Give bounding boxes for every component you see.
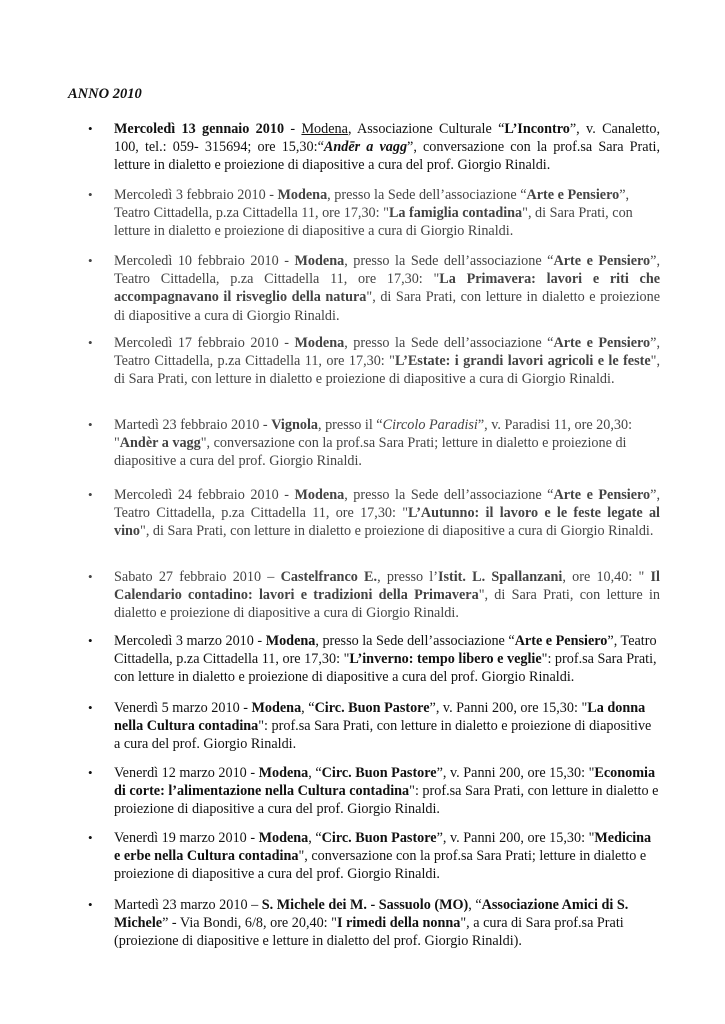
event-venue: Arte e Pensiero xyxy=(514,633,608,649)
event-date: Mercoledì 13 gennaio 2010 xyxy=(114,121,285,137)
event-venue: Circ. Buon Pastore xyxy=(314,700,430,716)
event-title: Economia di corte: l’alimentazione nella Cultura contadina xyxy=(114,765,656,800)
event-title: Medicina e erbe nella Cultura contadina xyxy=(114,830,652,865)
event-city: Modena xyxy=(277,187,328,203)
list-item: • Sabato 27 febbraio 2010 – Castelfranco E., presso l’Istit. L. Spallanzani, ore 10,40: " Il Calendario contadino: lavori e tradizioni della Primavera", di Sara Prati, con letture in dialetto e proiezione di diapositive a cura di Giorgio Rinaldi. xyxy=(88,569,660,622)
event-venue: Arte e Pensiero xyxy=(553,253,651,269)
event-title: La donna nella Cultura contadina xyxy=(114,700,646,735)
list-item: • Venerdì 5 marzo 2010 - Modena, “Circ. Buon Pastore”, v. Panni 200, ore 15,30: "La donna nella Cultura contadina": prof.sa Sara Prati, con letture in dialetto e proiezione di diapositive a cura del prof. Giorgio Rinaldi. xyxy=(88,700,652,753)
event-city: Modena xyxy=(294,335,345,351)
event-date: Mercoledì 24 febbraio 2010 - xyxy=(114,487,295,503)
list-item: • Venerdì 19 marzo 2010 - Modena, “Circ. Buon Pastore”, v. Panni 200, ore 15,30: "Medicina e erbe nella Cultura contadina", conversazione con la prof.sa Sara Prati; letture in dialetto e proiezione di diapositive a cura del prof. Giorgio Rinaldi. xyxy=(88,830,652,883)
bullet-icon: • xyxy=(88,335,93,350)
event-title: La famiglia contadina xyxy=(388,205,523,222)
event-date: Venerdì 5 marzo 2010 - xyxy=(114,700,252,716)
event-title: La Primavera: lavori e riti che accompagnavano il risveglio della natura xyxy=(114,271,661,306)
event-date: Mercoledì 17 febbraio 2010 - xyxy=(114,335,295,351)
event-city: S. Michele dei M. - Sassuolo (MO) xyxy=(261,897,469,913)
event-venue: Arte e Pensiero xyxy=(553,487,651,503)
list-item: • Mercoledì 24 febbraio 2010 - Modena, presso la Sede dell’associazione “Arte e Pensiero”, Teatro Cittadella, p.za Cittadella 11, ore 17,30: "L’Autunno: il lavoro e le feste legate al vino", di Sara Prati, con letture in dialetto e proiezione di diapositive a cura di Giorgio Rinaldi. xyxy=(88,487,661,540)
event-title: L’Autunno: il lavoro e le feste legate al vino xyxy=(114,505,661,540)
year-heading: ANNO 2010 xyxy=(68,86,142,102)
bullet-icon: • xyxy=(88,830,93,845)
bullet-icon: • xyxy=(88,765,93,780)
event-venue: Circolo Paradisi xyxy=(382,417,478,433)
event-date: Mercoledì 10 febbraio 2010 - xyxy=(114,253,295,269)
event-city: Vignola xyxy=(271,417,318,433)
bullet-icon: • xyxy=(88,187,93,202)
event-city: Modena xyxy=(258,765,309,781)
event-city: Modena xyxy=(301,121,348,137)
event-date: Mercoledì 3 febbraio 2010 - xyxy=(114,187,278,203)
list-item: • Venerdì 12 marzo 2010 - Modena, “Circ. Buon Pastore”, v. Panni 200, ore 15,30: "Economia di corte: l’alimentazione nella Cultura contadina": prof.sa Sara Prati, con letture in dialetto e proiezione di diapositive a cura del prof. Giorgio Rinaldi. xyxy=(88,765,659,818)
bullet-icon: • xyxy=(88,487,93,502)
bullet-icon: • xyxy=(88,121,93,136)
bullet-icon: • xyxy=(88,253,93,268)
event-title: L’inverno: tempo libero e veglie xyxy=(349,651,542,668)
event-title: I rimedi della nonna xyxy=(336,915,461,932)
event-venue: Associazione Amici di S. Michele xyxy=(114,897,629,932)
bullet-icon: • xyxy=(88,417,93,432)
event-city: Modena xyxy=(265,633,316,649)
bullet-icon: • xyxy=(88,700,93,715)
event-city: Modena xyxy=(294,253,345,269)
list-item: • Mercoledì 3 febbraio 2010 - Modena, presso la Sede dell’associazione “Arte e Pensiero”, Teatro Cittadella, p.za Cittadella 11, ore 17,30: "La famiglia contadina", di Sara Prati, con letture in dialetto e proiezione di diapositive a cura di Giorgio Rinaldi. xyxy=(88,187,633,240)
event-date: Sabato 27 febbraio 2010 – xyxy=(114,569,281,585)
list-item: • Mercoledì 3 marzo 2010 - Modena, presso la Sede dell’associazione “Arte e Pensiero”, Teatro Cittadella, p.za Cittadella 11, ore 17,30: "L’inverno: tempo libero e veglie": prof.sa Sara Prati, con letture in dialetto e proiezione di diapositive a cura del prof. Giorgio Rinaldi. xyxy=(88,633,657,686)
event-city: Modena xyxy=(251,700,302,716)
list-item: • Mercoledì 13 gennaio 2010 - Modena, Associazione Culturale “L’Incontro”, v. Canaletto, 100, tel.: 059- 315694; ore 15,30:“Andēr a vagg”, conversazione con la prof.sa Sara Prati, letture in dialetto e proiezione di diapositive a cura del prof. Giorgio Rinaldi. xyxy=(88,121,661,174)
event-city: Castelfranco E. xyxy=(280,569,378,585)
event-date: Mercoledì 3 marzo 2010 - xyxy=(114,633,266,649)
event-city: Modena xyxy=(258,830,309,846)
event-date: Venerdì 19 marzo 2010 - xyxy=(114,830,259,846)
event-date: Martedì 23 febbraio 2010 - xyxy=(114,417,272,433)
bullet-icon: • xyxy=(88,897,93,912)
event-venue: Arte e Pensiero xyxy=(553,335,651,351)
bullet-icon: • xyxy=(88,569,93,584)
event-title: Andēr a vagg xyxy=(323,139,408,156)
event-venue: L’Incontro xyxy=(504,121,570,137)
event-title: Il Calendario contadino: lavori e tradizioni della Primavera xyxy=(114,569,660,604)
event-venue: Circ. Buon Pastore xyxy=(321,765,437,781)
event-title: L’Estate: i grandi lavori agricoli e le feste xyxy=(394,353,651,370)
event-venue: Istit. L. Spallanzani xyxy=(437,569,563,585)
event-title: Andèr a vagg xyxy=(119,435,201,452)
event-date: Venerdì 12 marzo 2010 - xyxy=(114,765,259,781)
list-item: • Martedì 23 febbraio 2010 - Vignola, presso il “Circolo Paradisi”, v. Paradisi 11, ore 20,30: "Andèr a vagg", conversazione con la prof.sa Sara Prati; letture in dialetto e proiezione di diapositive a cura del prof. Giorgio Rinaldi. xyxy=(88,417,633,470)
bullet-icon: • xyxy=(88,633,93,648)
event-venue: Circ. Buon Pastore xyxy=(321,830,437,846)
event-city: Modena xyxy=(294,487,345,503)
event-date: Martedì 23 marzo 2010 – xyxy=(114,897,262,913)
list-item: • Mercoledì 10 febbraio 2010 - Modena, presso la Sede dell’associazione “Arte e Pensiero”, Teatro Cittadella, p.za Cittadella 11, ore 17,30: "La Primavera: lavori e riti che accompagnavano il risveglio della natura", di Sara Prati, con letture in dialetto e proiezione di diapositive a cura di Giorgio Rinaldi. xyxy=(88,253,661,324)
event-venue: Arte e Pensiero xyxy=(526,187,620,203)
list-item: • Mercoledì 17 febbraio 2010 - Modena, presso la Sede dell’associazione “Arte e Pensiero”, Teatro Cittadella, p.za Cittadella 11, ore 17,30: "L’Estate: i grandi lavori agricoli e le feste", di Sara Prati, con letture in dialetto e proiezione di diapositive a cura di Giorgio Rinaldi. xyxy=(88,335,661,388)
list-item: • Martedì 23 marzo 2010 – S. Michele dei M. - Sassuolo (MO), “Associazione Amici di S. Michele” - Via Bondi, 6/8, ore 20,40: "I rimedi della nonna", a cura di Sara prof.sa Prati (proiezione di diapositive e letture in dialetto del prof. Giorgio Rinaldi). xyxy=(88,897,629,950)
